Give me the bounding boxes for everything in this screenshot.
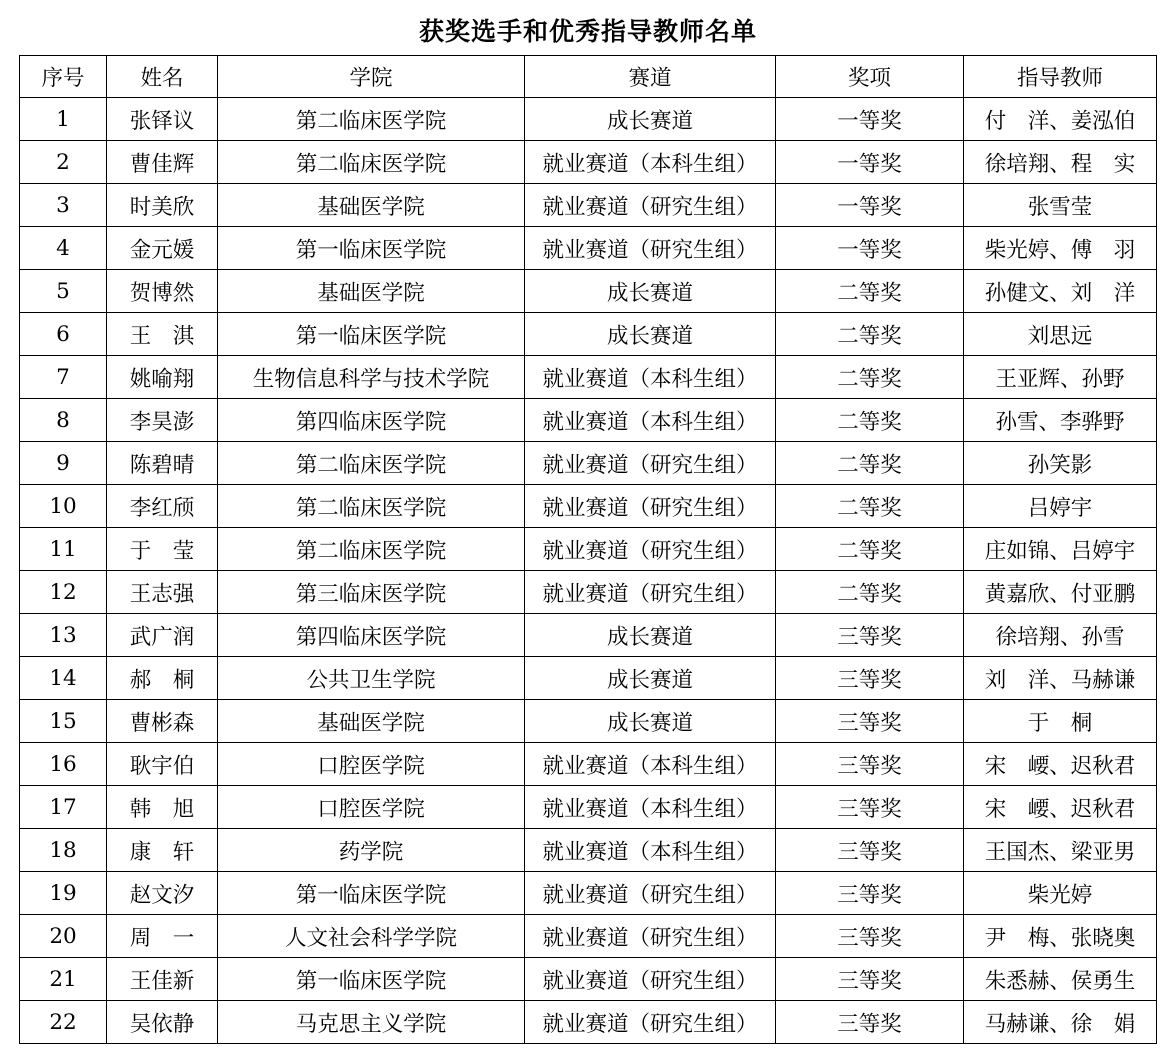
cell-award: 一等奖	[776, 184, 964, 227]
cell-name: 曹佳辉	[107, 141, 218, 184]
cell-college: 公共卫生学院	[218, 657, 525, 700]
table-row	[20, 614, 1157, 657]
cell-award: 三等奖	[776, 1001, 964, 1044]
cell-award: 二等奖	[776, 270, 964, 313]
cell-track: 就业赛道（研究生组）	[525, 442, 776, 485]
table-row	[20, 227, 1157, 270]
cell-tutor: 刘思远	[964, 313, 1157, 356]
cell-award: 二等奖	[776, 485, 964, 528]
cell-index: 13	[20, 614, 107, 657]
cell-index: 1	[20, 98, 107, 141]
cell-name: 吴依静	[107, 1001, 218, 1044]
cell-college: 第二临床医学院	[218, 98, 525, 141]
cell-name: 王佳新	[107, 958, 218, 1001]
cell-index: 18	[20, 829, 107, 872]
table-row	[20, 872, 1157, 915]
cell-index: 10	[20, 485, 107, 528]
cell-name: 曹彬森	[107, 700, 218, 743]
cell-college: 基础医学院	[218, 700, 525, 743]
cell-name: 李红颀	[107, 485, 218, 528]
cell-track: 就业赛道（研究生组）	[525, 1001, 776, 1044]
table-row	[20, 743, 1157, 786]
cell-name: 姚喻翔	[107, 356, 218, 399]
cell-tutor: 付 洋、姜泓伯	[964, 98, 1157, 141]
table-row	[20, 1001, 1157, 1044]
cell-tutor: 庄如锦、吕婷宇	[964, 528, 1157, 571]
cell-college: 第二临床医学院	[218, 141, 525, 184]
cell-college: 第二临床医学院	[218, 528, 525, 571]
header-college: 学院	[218, 56, 525, 98]
cell-award: 三等奖	[776, 958, 964, 1001]
cell-tutor: 朱悉赫、侯勇生	[964, 958, 1157, 1001]
cell-tutor: 孙雪、李骅野	[964, 399, 1157, 442]
cell-track: 成长赛道	[525, 270, 776, 313]
table-row	[20, 399, 1157, 442]
table-row	[20, 528, 1157, 571]
cell-track: 就业赛道（本科生组）	[525, 786, 776, 829]
cell-name: 陈碧晴	[107, 442, 218, 485]
cell-index: 19	[20, 872, 107, 915]
cell-index: 16	[20, 743, 107, 786]
cell-name: 康 轩	[107, 829, 218, 872]
cell-award: 二等奖	[776, 399, 964, 442]
table-row	[20, 829, 1157, 872]
cell-college: 基础医学院	[218, 184, 525, 227]
cell-index: 15	[20, 700, 107, 743]
cell-college: 基础医学院	[218, 270, 525, 313]
cell-tutor: 于 桐	[964, 700, 1157, 743]
cell-college: 第三临床医学院	[218, 571, 525, 614]
cell-tutor: 张雪莹	[964, 184, 1157, 227]
cell-name: 耿宇伯	[107, 743, 218, 786]
cell-index: 11	[20, 528, 107, 571]
page-title: 获奖选手和优秀指导教师名单	[418, 17, 757, 46]
cell-index: 21	[20, 958, 107, 1001]
table-row	[20, 442, 1157, 485]
cell-track: 就业赛道（研究生组）	[525, 184, 776, 227]
cell-index: 8	[20, 399, 107, 442]
cell-award: 三等奖	[776, 829, 964, 872]
table-row	[20, 915, 1157, 958]
table-row	[20, 141, 1157, 184]
cell-track: 就业赛道（研究生组）	[525, 485, 776, 528]
cell-tutor: 柴光婷、傅 羽	[964, 227, 1157, 270]
cell-track: 就业赛道（研究生组）	[525, 958, 776, 1001]
cell-index: 2	[20, 141, 107, 184]
header-tutor: 指导教师	[964, 56, 1157, 98]
cell-tutor: 刘 洋、马赫谦	[964, 657, 1157, 700]
cell-track: 就业赛道（研究生组）	[525, 528, 776, 571]
cell-award: 三等奖	[776, 915, 964, 958]
cell-name: 于 莹	[107, 528, 218, 571]
cell-tutor: 宋 崾、迟秋君	[964, 786, 1157, 829]
cell-name: 赵文汐	[107, 872, 218, 915]
cell-college: 第二临床医学院	[218, 442, 525, 485]
cell-award: 三等奖	[776, 786, 964, 829]
header-index: 序号	[20, 56, 107, 98]
table-row	[20, 571, 1157, 614]
cell-tutor: 孙笑影	[964, 442, 1157, 485]
cell-college: 第四临床医学院	[218, 399, 525, 442]
cell-track: 就业赛道（本科生组）	[525, 141, 776, 184]
cell-tutor: 王亚辉、孙野	[964, 356, 1157, 399]
cell-award: 三等奖	[776, 743, 964, 786]
cell-award: 一等奖	[776, 227, 964, 270]
table-header-row	[20, 56, 1157, 98]
header-award: 奖项	[776, 56, 964, 98]
cell-index: 12	[20, 571, 107, 614]
cell-award: 二等奖	[776, 313, 964, 356]
awards-table	[19, 55, 1157, 1044]
cell-track: 成长赛道	[525, 614, 776, 657]
cell-track: 就业赛道（研究生组）	[525, 227, 776, 270]
header-track: 赛道	[525, 56, 776, 98]
table-row	[20, 485, 1157, 528]
cell-college: 马克思主义学院	[218, 1001, 525, 1044]
cell-college: 药学院	[218, 829, 525, 872]
cell-name: 王志强	[107, 571, 218, 614]
cell-index: 14	[20, 657, 107, 700]
cell-college: 第一临床医学院	[218, 958, 525, 1001]
cell-index: 3	[20, 184, 107, 227]
table-row	[20, 700, 1157, 743]
cell-index: 17	[20, 786, 107, 829]
cell-tutor: 柴光婷	[964, 872, 1157, 915]
table-body	[20, 98, 1157, 1044]
cell-name: 周 一	[107, 915, 218, 958]
cell-tutor: 尹 梅、张晓奥	[964, 915, 1157, 958]
cell-award: 二等奖	[776, 571, 964, 614]
cell-track: 就业赛道（本科生组）	[525, 743, 776, 786]
cell-index: 6	[20, 313, 107, 356]
cell-name: 张铎议	[107, 98, 218, 141]
cell-track: 成长赛道	[525, 657, 776, 700]
cell-award: 二等奖	[776, 356, 964, 399]
cell-track: 就业赛道（研究生组）	[525, 571, 776, 614]
cell-award: 三等奖	[776, 700, 964, 743]
cell-name: 金元媛	[107, 227, 218, 270]
cell-award: 三等奖	[776, 657, 964, 700]
table-row	[20, 270, 1157, 313]
cell-award: 三等奖	[776, 872, 964, 915]
cell-tutor: 马赫谦、徐 娟	[964, 1001, 1157, 1044]
cell-name: 贺博然	[107, 270, 218, 313]
cell-tutor: 黄嘉欣、付亚鹏	[964, 571, 1157, 614]
cell-tutor: 王国杰、梁亚男	[964, 829, 1157, 872]
cell-college: 生物信息科学与技术学院	[218, 356, 525, 399]
cell-index: 7	[20, 356, 107, 399]
cell-index: 22	[20, 1001, 107, 1044]
cell-award: 一等奖	[776, 141, 964, 184]
cell-index: 9	[20, 442, 107, 485]
table-row	[20, 657, 1157, 700]
cell-track: 就业赛道（本科生组）	[525, 829, 776, 872]
cell-name: 韩 旭	[107, 786, 218, 829]
cell-award: 二等奖	[776, 442, 964, 485]
cell-name: 时美欣	[107, 184, 218, 227]
cell-college: 口腔医学院	[218, 743, 525, 786]
table-row	[20, 184, 1157, 227]
table-row	[20, 786, 1157, 829]
cell-college: 第一临床医学院	[218, 872, 525, 915]
header-name: 姓名	[107, 56, 218, 98]
cell-track: 就业赛道（研究生组）	[525, 872, 776, 915]
cell-award: 二等奖	[776, 528, 964, 571]
cell-tutor: 孙健文、刘 洋	[964, 270, 1157, 313]
cell-index: 4	[20, 227, 107, 270]
cell-college: 口腔医学院	[218, 786, 525, 829]
cell-name: 王 淇	[107, 313, 218, 356]
cell-index: 20	[20, 915, 107, 958]
cell-tutor: 徐培翔、程 实	[964, 141, 1157, 184]
table-row	[20, 958, 1157, 1001]
table-row	[20, 98, 1157, 141]
cell-track: 就业赛道（本科生组）	[525, 356, 776, 399]
cell-name: 武广润	[107, 614, 218, 657]
cell-track: 就业赛道（本科生组）	[525, 399, 776, 442]
cell-track: 就业赛道（研究生组）	[525, 915, 776, 958]
table-row	[20, 313, 1157, 356]
cell-tutor: 宋 崾、迟秋君	[964, 743, 1157, 786]
cell-college: 第二临床医学院	[218, 485, 525, 528]
cell-college: 第一临床医学院	[218, 227, 525, 270]
cell-tutor: 吕婷宇	[964, 485, 1157, 528]
cell-tutor: 徐培翔、孙雪	[964, 614, 1157, 657]
cell-track: 成长赛道	[525, 313, 776, 356]
cell-award: 一等奖	[776, 98, 964, 141]
cell-award: 三等奖	[776, 614, 964, 657]
cell-college: 人文社会科学学院	[218, 915, 525, 958]
cell-name: 李昊澎	[107, 399, 218, 442]
cell-college: 第一临床医学院	[218, 313, 525, 356]
cell-track: 成长赛道	[525, 98, 776, 141]
cell-track: 成长赛道	[525, 700, 776, 743]
cell-name: 郝 桐	[107, 657, 218, 700]
table-row	[20, 356, 1157, 399]
cell-index: 5	[20, 270, 107, 313]
cell-college: 第四临床医学院	[218, 614, 525, 657]
